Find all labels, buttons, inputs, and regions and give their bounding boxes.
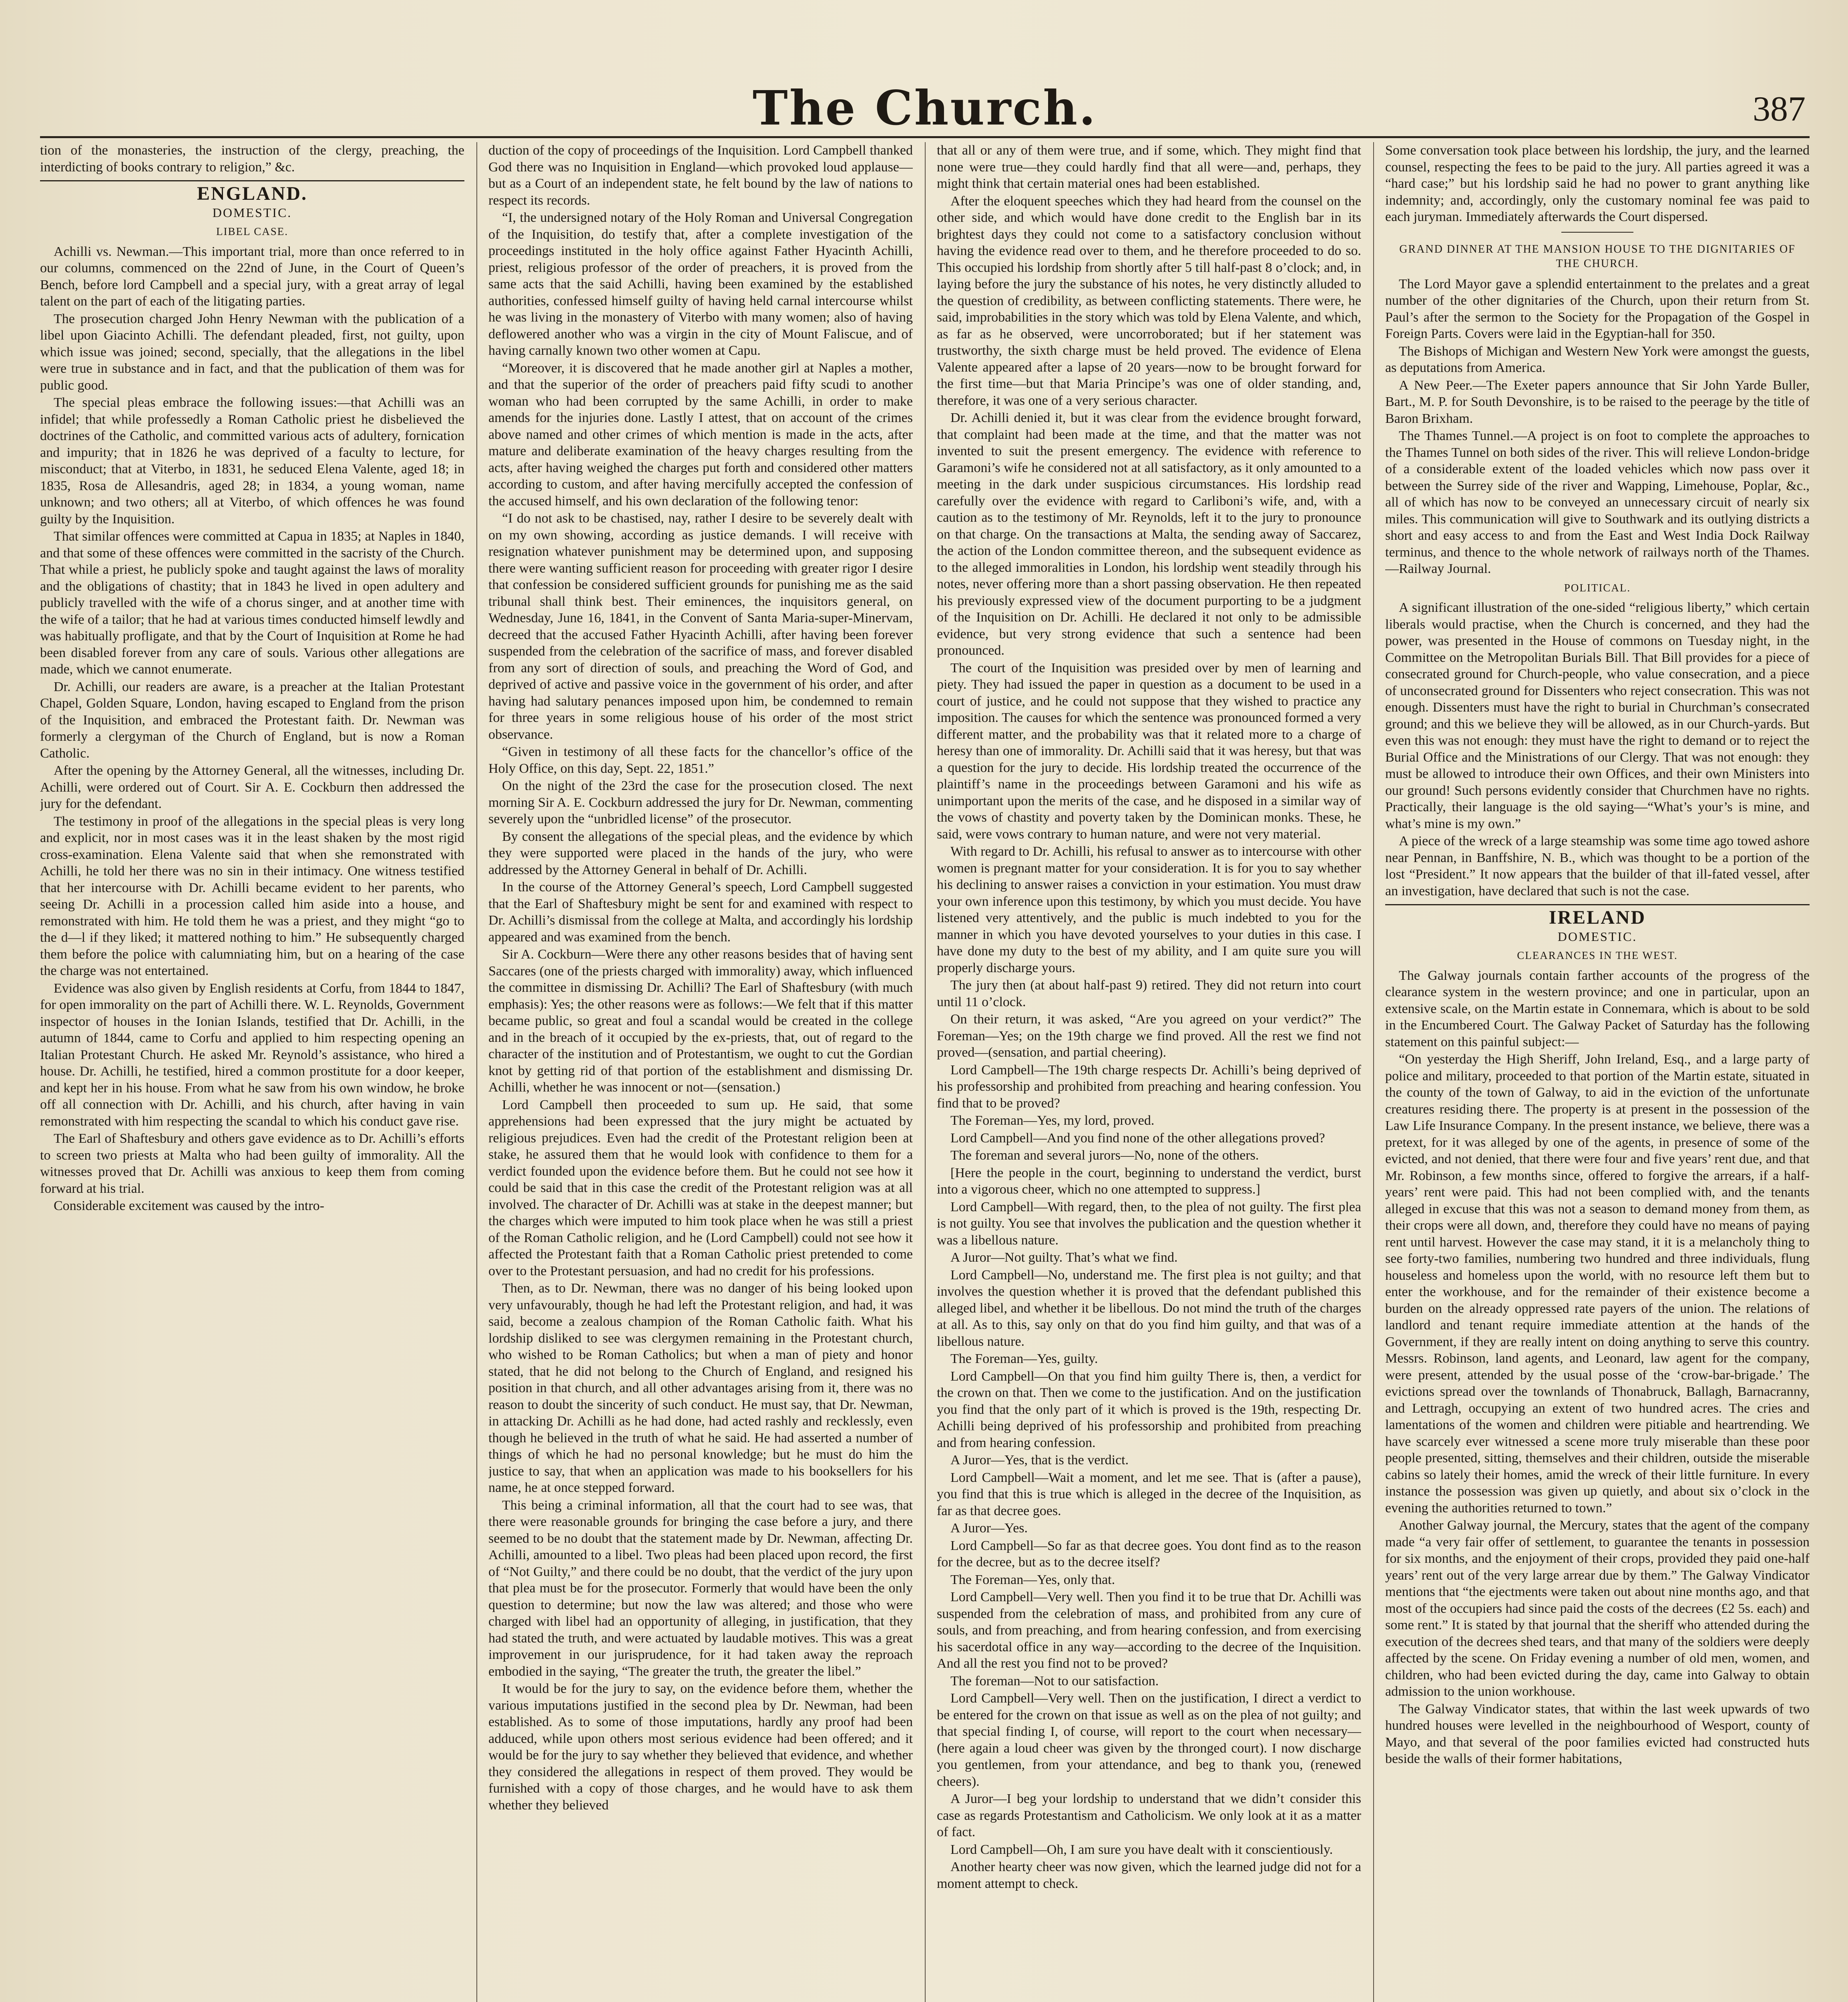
paragraph: A significant illustration of the one-sided “religious liberty,” which certain liberals would practise, when the Church is concerned, and they had the power, was presented in the House of commons on Tuesday night, in the Committee on the Metropolitan Burials Bill. That Bill provides for a piece of consecrated ground for Church-people, who value consecration, and a piece of unconsecrated ground for Dissenters who reject consecration. This was not enough. Dissenters must have the right to burial in Churchman’s consecrated ground; and this we believe they will be allowed, as in our Church-yards. But even this was not enough: they must have the right to demand or to reject the Burial Office and the Ministrations of our Clergy. That was not enough: they must be allowed to introduce their own Offices, and their own Ministers into our ground! Such persons evidently consider that Churchmen have no rights. Practically, their language is the old saying—“What’s your’s is mine, and what’s mine is my own.” [1385, 600, 1810, 831]
paragraph: Lord Campbell—So far as that decree goes. You dont find as to the reason for the decree, but as to the decree itself? [937, 1538, 1361, 1570]
column-2 [488, 142, 913, 2002]
paragraph: The Foreman—Yes, only that. [950, 1572, 1115, 1587]
paragraph: On the night of the 23rd the case for the prosecution closed. The next morning Sir A. E. Cockburn addressed the jury for Dr. Newman, commenting severely upon the “unbridled license” of the prosecutor. [488, 778, 913, 826]
paragraph: The prosecution charged John Henry Newman with the publication of a libel upon Giacinto Achilli. The defendant pleaded, first, not guilty, upon which issue was joined; second, specially, that the allegations in the libel were true in substance and in fact, and that the publication of them was for public good. [40, 311, 464, 393]
paragraph: “Given in testimony of all these facts for the chancellor’s office of the Holy Office, on this day, Sept. 22, 1851.” [488, 744, 913, 776]
paragraph: The Thames Tunnel.—A project is on foot to complete the approaches to the Thames Tunnel on both sides of the river. This will relieve London-bridge of a considerable extent of the loaded vehicles which now pass over it between the Surrey side of the river and Wapping, Limehouse, Poplar, &c., all of which has now to be conveyed an unnecessary circuit of nearly six miles. This communication will give to Southwark and its outlying districts a short and easy access to and from the East and West India Dock Railway terminus, and thence to the whole network of railways north of the Thames.—Railway Journal. [1385, 428, 1810, 576]
paragraph: Lord Campbell—With regard, then, to the plea of not guilty. The first plea is not guilty. You see that involves the publication and the question whether it was a libellous nature. [937, 1199, 1361, 1248]
column-divider [1373, 142, 1374, 2002]
paragraph: “I do not ask to be chastised, nay, rather I desire to be severely dealt with on my own showing, according as justice demands. I will receive with resignation whatever punishment may be determined upon, and supposing there were wanting sufficient reason for proceeding with greater rigor I desire that confession be considered sufficient grounds for punishing me as the said tribunal shall think best. Their eminences, the inquisitors general, on Wednesday, June 16, 1841, in the Convent of Santa Maria-super-Minervam, decreed that the accused Father Hyacinth Achilli, after having been forever suspended from the celebration of the sacrifice of mass, and forever disabled from any sort of direction of souls, and preaching the Word of God, and deprived of active and passive voice in the government of his order, and after having had salutary penances imposed upon him, be condemned to remain for three years in some religious house of his order of the most strict observance. [488, 511, 913, 742]
paragraph: The jury then (at about half-past 9) retired. They did not return into court until 11 o’clock. [937, 978, 1361, 1009]
paragraph: The foreman—Not to our satisfaction. [950, 1673, 1159, 1688]
paragraph: Lord Campbell—The 19th charge respects Dr. Achilli’s being deprived of his professorship and prohibited from preaching and hearing confession. You find that to be proved? [937, 1062, 1361, 1111]
section-heading-england: ENGLAND. [197, 183, 308, 204]
paragraph: Sir A. Cockburn—Were there any other reasons besides that of having sent Saccares (one of the priests charged with immorality) away, which influenced the committee in dismissing Dr. Achilli? The Earl of Shaftesbury (with much emphasis): Yes; the other reasons were as follows:—We felt that if this matter became public, so great and foul a scandal would be created in the college and in the breach of it occupied by the ex-priests, that, out of regard to the character of the institution and of Protestantism, we ought to cut the Gordian knot by getting rid of that portion of the establishment and dismissing Dr. Achilli, whether he was innocent or not—(sensation.) [488, 947, 913, 1095]
paragraph: Achilli vs. Newman.—This important trial, more than once referred to in our columns, commenced on the 22nd of June, in the Court of Queen’s Bench, before lord Campbell and a special jury, with a great array of legal talent on the part of each of the litigating parties. [40, 244, 464, 309]
paragraph: The Lord Mayor gave a splendid entertainment to the prelates and a great number of the other dignitaries of the Church, upon their return from St. Paul’s after the sermon to the Society for the Propagation of the Gospel in Foreign Parts. Covers were laid in the Egyptian-hall for 350. [1385, 276, 1810, 341]
paragraph: On their return, it was asked, “Are you agreed on your verdict?” The Foreman—Yes; on the 19th charge we find proved. All the rest we find not proved—(sensation, and partial cheering). [937, 1012, 1361, 1060]
heading-political: POLITICAL. [1564, 581, 1631, 594]
paragraph: Lord Campbell—Very well. Then on the justification, I direct a verdict to be entered for the crown on that issue as well as on the plea of not guilty; and that special finding I, of course, will report to the court when necessary—(here again a loud cheer was given by the thronged court). I now discharge you gentlemen, from your attendance, and beg to thank you, (renewed cheers). [937, 1691, 1361, 1789]
paragraph: A Juror—Yes, that is the verdict. [950, 1453, 1129, 1467]
paragraph: A New Peer.—The Exeter papers announce that Sir John Yarde Buller, Bart., M. P. for South Devonshire, is to be raised to the peerage by the title of Baron Brixham. [1385, 378, 1810, 426]
paragraph: After the opening by the Attorney General, all the witnesses, including Dr. Achilli, were ordered out of Court. Sir A. E. Cockburn then addressed the jury for the defendant. [40, 763, 464, 811]
paragraph: A Juror—Not guilty. That’s what we find. [950, 1250, 1178, 1265]
short-rule [1561, 232, 1633, 233]
subheading-libel-case: LIBEL CASE. [216, 225, 288, 237]
heading-grand-dinner: GRAND DINNER AT THE MANSION HOUSE TO THE DIGNITARIES OF THE CHURCH. [1399, 243, 1796, 270]
column-3 [937, 142, 1361, 2002]
section-rule [1385, 904, 1810, 905]
column-divider [476, 142, 477, 2002]
paragraph: Dr. Achilli, our readers are aware, is a preacher at the Italian Protestant Chapel, Golden Square, London, having escaped to England from the prison of the Inquisition, and embraced the Protestant faith. Dr. Newman was formerly a clergyman of the Church of England, but is now a Roman Catholic. [40, 679, 464, 761]
paragraph: Some conversation took place between his lordship, the jury, and the learned counsel, respecting the fees to be paid to the jury. All parties agreed it was a “hard case;” but his lordship said he had no power to grant anything like indemnity; and, accordingly, only the customary nominal fee was paid to each juryman. Immediately afterwards the Court dispersed. [1385, 143, 1810, 224]
column-divider [925, 142, 926, 2002]
paragraph: It would be for the jury to say, on the evidence before them, whether the various imputations justified in the second plea by Dr. Newman, had been established. As to some of those imputations, hardly any proof had been adduced, while upon others most serious evidence had been offered; and it would be for the jury to say whether they believed that evidence, and whether they considered the allegations in respect of them proved. They would be furnished with a copy of those charges, and he would have to ask them whether they believed [488, 1681, 913, 1813]
paragraph: Another hearty cheer was now given, which the learned judge did not for a moment attempt to check. [937, 1859, 1361, 1891]
paragraph: Dr. Achilli denied it, but it was clear from the evidence brought forward, that complaint had been made at the time, and that the matter was not invented to suit the present emergency. The evidence with reference to Garamoni’s wife he considered not at all satisfactory, as it only amounted to a meeting in the dark under suspicious circumstances. His lordship read carefully over the evidence with regard to Carliboni’s wife, and, with a caution as to the testimony of Mr. Reynolds, left it to the jury to pronounce on that charge. On the transactions at Malta, the sending away of Saccarez, the action of the London committee thereon, and the subsequent evidence as to the alleged immoralities in London, his lordship went steadily through his notes, never offering more than a short passing observation. He then repeated his previously expressed view of the document purporting to be a judgment of the Inquisition on Dr. Achilli. He declared it not only to be admissible evidence, but very strong evidence that such a sentence had been pronounced. [937, 410, 1361, 658]
paragraph: A piece of the wreck of a large steamship was some time ago towed ashore near Pennan, in Banffshire, N. B., which was thought to be a portion of the lost “President.” It now appears that the builder of that ill-fated vessel, after an investigation, have declared that such is not the case. [1385, 834, 1810, 898]
paragraph: Lord Campbell—Wait a moment, and let me see. That is (after a pause), you find that this is true which is alleged in the decree of the Inquisition, as far as that decree goes. [937, 1470, 1361, 1518]
subheading-clearances: CLEARANCES IN THE WEST. [1517, 949, 1678, 961]
paragraph: After the eloquent speeches which they had heard from the counsel on the other side, and which would have done credit to the English bar in its brightest days they could not come to a satisfactory conclusion without having the evidence read over to them, and he therefore proceeded to do so. This occupied his lordship from shortly after 5 till half-past 8 o’clock; and, in laying before the jury the substance of his notes, he very distinctly alluded to the question of credibility, as between conflicting statements. There were, he said, improbabilities in the story which was told by Elena Valente, and which, as far as he observed, were uncorroborated; but if her statement was trustworthy, the sixth charge must be held proved. The evidence of Elena Valente appeared after a lapse of 20 years—now to be brought forward for the first time—but that Maria Principe’s was one of older standing, and, therefore, it was one of a very serious character. [937, 193, 1361, 408]
paragraph: The foreman and several jurors—No, none of the others. [950, 1148, 1259, 1163]
paragraph: that all or any of them were true, and if some, which. They might find that none were true—they could hardly find that all were—and, perhaps, they might think that certain material ones had been established. [937, 143, 1361, 191]
paragraph: The testimony in proof of the allegations in the special pleas is very long and explicit, nor in most cases was it in the least shaken by the most rigid cross-examination. Elena Valente said that when she remonstrated with Achilli, he told her there was no sin in their intimacy. One witness testified that her intercourse with Dr. Achilli became evident to her parents, who seeing Dr. Achilli in a procession called him aside into a house, and remonstrated with him. He told them he was a priest, and they might “go to the d—l if they liked; it mattered nothing to him.” He subsequently charged them before the police with calumniating him, but on a hearing of the case the charge was not entertained. [40, 814, 464, 978]
paragraph: The Foreman—Yes, guilty. [950, 1351, 1098, 1366]
paragraph: The Galway journals contain farther accounts of the progress of the clearance system in the western province; and one in particular, upon an extensive scale, on the Martin estate in Connemara, which is about to be sold in the Encumbered Court. The Galway Packet of Saturday has the following statement on this painful subject:— [1385, 968, 1810, 1049]
paragraph: The Foreman—Yes, my lord, proved. [950, 1113, 1155, 1128]
paragraph: The Galway Vindicator states, that within the last week upwards of two hundred houses were levelled in the neighbourhood of Wesport, county of Mayo, and that several of the poor families evicted had constructed huts beside the walls of their former habitations, [1385, 1701, 1810, 1766]
paragraph: Lord Campbell—Very well. Then you find it to be true that Dr. Achilli was suspended from the celebration of mass, and prohibited from any cure of souls, and from preaching, and from hearing confession, and from exercising his sacerdotal office in any way—according to the decree of the Inquisition. And all the rest you find not to be proved? [937, 1590, 1361, 1671]
paragraph: By consent the allegations of the special pleas, and the evidence by which they were supported were placed in the hands of the jury, who were addressed by the Attorney General in behalf of Dr. Achilli. [488, 829, 913, 877]
page-number: 387 [1753, 90, 1806, 129]
paragraph: tion of the monasteries, the instruction of the clergy, preaching, the interdicting of books contrary to religion,” &c. [40, 143, 464, 175]
paragraph: Then, as to Dr. Newman, there was no danger of his being looked upon very unfavourably, though he had left the Protestant religion, and had, it was said, become a zealous champion of the Roman Catholic faith. What his lordship disliked to see was clergymen remaining in the Protestant church, who wished to be Roman Catholics; but when a man of piety and honor stated, that he did not belong to the Church of England, and resigned his position in that church, and all other advantages arising from it, there was no reason to doubt the sincerity of such conduct. He must say, that Dr. Newman, in attacking Dr. Achilli as he had done, had acted rashly and recklessly, even though he believed in the truth of what he said. He had asserted a number of things of which he had no personal knowledge; but he must do him the justice to say, that when an application was made to his booksellers for his name, he at once stepped forward. [488, 1281, 913, 1495]
subheading-domestic: DOMESTIC. [1557, 929, 1637, 944]
paragraph: Lord Campbell—And you find none of the other allegations proved? [950, 1130, 1325, 1146]
paragraph: With regard to Dr. Achilli, his refusal to answer as to intercourse with other women is pregnant matter for your consideration. It is for you to say whether his declining to answer raises a conviction in your estimation. You must draw your own inference upon this testimony, by which you must decide. You have listened very attentively, and the public is much indebted to you for the manner in which you have devoted yourselves to your duties in this case. I have done my duty to the best of my ability, and I am quite sure you will properly discharge yours. [937, 844, 1361, 975]
paragraph: duction of the copy of proceedings of the Inquisition. Lord Campbell thanked God there was no Inquisition in England—which provoked loud applause—but as a Court of an independent state, he felt bound by the law of nations to respect its records. [488, 143, 913, 208]
paragraph: The court of the Inquisition was presided over by men of learning and piety. They had issued the paper in question as a document to be used in a court of justice, and he could not suppose that they wished to practice any imposition. The causes for which the sentence was pronounced formed a very different matter, and the probability was that it related more to a charge of heresy than one of immorality. Dr. Achilli said that it was heresy, but that was a question for the jury to decide. His lordship treated the occurrence of the plaintiff’s name in the proceedings between Garamoni and his wife as unimportant upon the merits of the case, and he disposed in a similar way of the vows of chastity and poverty taken by the Dominican monks. These, he said, were vows contrary to human nature, and were not very material. [937, 660, 1361, 842]
paragraph: Lord Campbell—On that you find him guilty There is, then, a verdict for the crown on that. Then we come to the justification. And on the justification you find that the only part of it which is proved is the 19th, respecting Dr. Achilli being deprived of his professorship and prohibited from preaching and from hearing confession. [937, 1369, 1361, 1450]
paragraph: This being a criminal information, all that the court had to see was, that there were reasonable grounds for bringing the case before a jury, and there seemed to be no doubt that the statement made by Dr. Newman, affecting Dr. Achilli, amounted to a libel. Two pleas had been placed upon record, the first of “Not Guilty,” and there could be no doubt, that the verdict of the jury upon that plea must be for the prosecutor. Formerly that would have been the only question to determine; but now the law was altered; and those who were charged with libel had an opportunity of alleging, in justification, that they had stated the truth, and were actuated by laudable motives. This was a great improvement in our jurisprudence, for it had taken away the reproach embodied in the saying, “The greater the truth, the greater the libel.” [488, 1497, 913, 1679]
paragraph: “On yesterday the High Sheriff, John Ireland, Esq., and a large party of police and military, proceeded to that portion of the Martin estate, situated in the county of the town of Galway, to aid in the eviction of the unfortunate creatures residing there. The property is at present in the possession of the Law Life Insurance Company. In the present instance, we believe, there was a pretext, for it was alleged by one of the agents, in presence of some of the evicted, and not denied, that there were four and five years’ rent due, and that Mr. Robinson, a few months since, offered to forgive the arrears, if a half-years’ rent were paid. This had not been complied with, and the tenants alleged in excuse that this was not a season to demand money from them, as their crops were all down, and, therefore they could have no means of paying rent until harvest. However the case may stand, it it is a melancholy thing to see forty-two families, numbering two hundred and three individuals, flung houseless and homeless upon the world, with no resource left them but to enter the workhouse, and for the remainder of their existence become a burden on the already oppressed rate payers of the union. The relations of landlord and tenant require immediate attention at the hands of the Government, if they are really intent on doing anything to serve this country. Messrs. Robinson, land agents, and Leonard, law agent for the company, were present, attended by the usual posse of the ‘crow-bar-brigade.’ The evictions spread over the townlands of Thonabruck, Ballagh, Barnacranny, and Lettragh, occupying an extent of two hundred acres. The cries and lamentations of the women and children were pitiable and heartrending. We have scarcely ever witnessed a scene more truly miserable than these poor people presented, sitting, themselves and their children, outside the miserable cabins so lately their homes, amid the wreck of their little furniture. In every instance the possession was given up quietly, and about six o’clock in the evening the authorities returned to town.” [1385, 1052, 1810, 1516]
paragraph: Considerable excitement was caused by the intro- [54, 1198, 324, 1213]
paragraph: “I, the undersigned notary of the Holy Roman and Universal Congregation of the Inquisition, do testify that, after a complete investigation of the proceedings instituted in the holy office against Father Hyacinth Achilli, priest, religious professor of the order of preachers, it is proved from the same acts that the said Achilli, having been examined by the established authorities, confessed himself guilty of having held carnal intercourse whilst he was living in the monastery of Viterbo with many women; also of having deflowered another who was a virgin in the city of Mount Faliscue, and of having carnally known two other women at Capu. [488, 210, 913, 358]
paragraph: A Juror—I beg your lordship to understand that we didn’t consider this case as regards Protestantism and Catholicism. We only look at it as a matter of fact. [937, 1791, 1361, 1839]
paragraph: Evidence was also given by English residents at Corfu, from 1844 to 1847, for open immorality on the part of Achilli there. W. L. Reynolds, Government inspector of houses in the Ionian Islands, testified that Dr. Achilli, in the autumn of 1844, came to Corfu and applied to him respecting opening an Italian Protestant Church. He asked Mr. Reynold’s assistance, who hired a house. Dr. Achilli, he testified, hired a common prostitute for a door keeper, and kept her in his house. From what he saw from his own window, he broke off all connection with Dr. Achilli, and his church, after having in vain remonstrated with him respecting the scandal to which his conduct gave rise. [40, 981, 464, 1129]
masthead-rule [40, 136, 1810, 138]
paragraph: Another Galway journal, the Mercury, states that the agent of the company made “a very fair offer of settlement, to guarantee the tenants in possession for six months, and the enjoyment of their crops, provided they paid one-half years’ rent out of the very large arrear due by them.” The Galway Vindicator mentions that “the ejectments were taken out about nine months ago, and that most of the occupiers had since paid the costs of the decrees (£2 5s. each) and some rent.” It is stated by that journal that the sheriff who attended during the execution of the decrees shed tears, and that many of the soldiers were deeply affected by the scene. On Friday evening a number of old men, women, and children, who had been evicted during the day, came into Galway to obtain admission to the union workhouse. [1385, 1518, 1810, 1699]
paragraph: “Moreover, it is discovered that he made another girl at Naples a mother, and that the superior of the order of preachers paid fifty scudi to another woman who had been corrupted by the same Achilli, in order to make amends for the injuries done. Lastly I attest, that on account of the crimes above named and other crimes of which mention is made in the acts, after mature and deliberate examination of the heavy charges resulting from the acts, after having weighed the charges put forth and considered other matters according to custom, and after having mercifully accepted the confession of the accused himself, and his own declaration of the following tenor: [488, 360, 913, 509]
section-heading-ireland: IRELAND [1549, 907, 1646, 928]
column-4 [1385, 142, 1810, 2002]
paragraph: The Bishops of Michigan and Western New York were amongst the guests, as deputations from America. [1385, 344, 1810, 375]
paragraph: The special pleas embrace the following issues:—that Achilli was an infidel; that while professedly a Roman Catholic priest he disbelieved the doctrines of the Catholic, and committed various acts of adultery, fornication and impurity; that in 1826 he was deprived of a faculty to lecture, for misconduct; that at Viterbo, in 1831, he seduced Elena Valente, aged 18; in 1835, Rosa de Allesandris, aged 28; in 1834, a young woman, name unknown; and two others; all at Viterbo, of which offences he was found guilty by the Inquisition. [40, 395, 464, 527]
paragraph: The Earl of Shaftesbury and others gave evidence as to Dr. Achilli’s efforts to screen two priests at Malta who had been guilty of immorality. All the witnesses proved that Dr. Achilli was anxious to keep them from coming forward at his trial. [40, 1131, 464, 1196]
section-rule [40, 180, 464, 181]
paragraph: A Juror—Yes. [950, 1521, 1028, 1536]
masthead [40, 80, 1810, 144]
paragraph: Lord Campbell then proceeded to sum up. He said, that some apprehensions had been expressed that the jury might be actuated by religious prejudices. Even had the credit of the Protestant religion been at stake, he assured them that he would look with confidence to them for a verdict founded upon the evidence before them. But he could not see how it could be said that in this case the credit of the Protestant religion was at all involved. The character of Dr. Achilli was at stake in the deepest manner; but the charges which were imputed to him took place when he was still a priest of the Roman Catholic religion, and he (Lord Campbell) could not see how it affected the Protestant faith that a Roman Catholic priest pretended to come over to the Protestant persuasion, and had no credit for his professions. [488, 1097, 913, 1278]
newspaper-title: The Church. [752, 80, 1097, 136]
paragraph: Lord Campbell—Oh, I am sure you have dealt with it conscientiously. [950, 1842, 1333, 1857]
paragraph: That similar offences were committed at Capua in 1835; at Naples in 1840, and that some of these offences were committed in the sacristy of the Church. That while a priest, he publicly spoke and taught against the laws of morality and the obligations of chastity; that in 1843 he lived in open adultery and publicly travelled with the wife of a chorus singer, and at another time with the wife of a tailor; that he had at various times conducted himself lewdly and was habitually profligate, and that by the Court of Inquisition at Rome he had been disabled forever from any care of souls. Various other allegations are made, which we cannot enumerate. [40, 529, 464, 677]
paragraph: [Here the people in the court, beginning to understand the verdict, burst into a vigorous cheer, which no one attempted to suppress.] [937, 1165, 1361, 1197]
column-1 [40, 142, 464, 2002]
paragraph: In the course of the Attorney General’s speech, Lord Campbell suggested that the Earl of Shaftesbury might be sent for and examined with respect to Dr. Achilli’s dismissal from the college at Malta, and accordingly his lordship appeared and was examined from the bench. [488, 880, 913, 945]
subheading-domestic: DOMESTIC. [212, 205, 292, 220]
paragraph: Lord Campbell—No, understand me. The first plea is not guilty; and that involves the question whether it is proved that the defendant published this alleged libel, and whether it be libellous. Do not mind the truth of the charges at all. As to this, say only on that do you find him guilty, and that was of a libellous nature. [937, 1267, 1361, 1349]
